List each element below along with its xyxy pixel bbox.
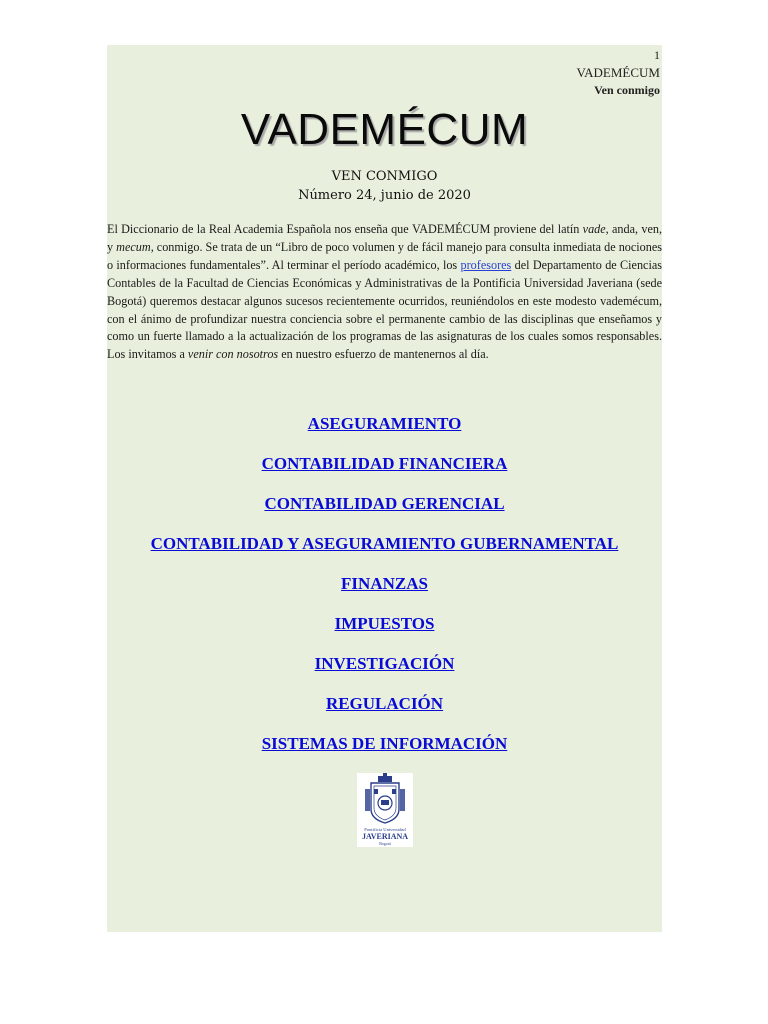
issue-line: Número 24, junio de 2020 [298, 188, 471, 203]
page-title: VADEMÉCUM [240, 105, 529, 154]
profesores-link[interactable]: profesores [460, 257, 512, 272]
topic-link-finanzas[interactable]: FINANZAS [341, 574, 428, 593]
logo-line-1: Pontificia Universidad [364, 827, 406, 832]
university-logo [357, 773, 413, 847]
topic-link-impuestos[interactable]: IMPUESTOS [334, 614, 435, 633]
intro-text: del Departamento de Ciencias Contables de la Facultad de Ciencias Económicas y Administrativas de la Pontificia Universidad Javeriana (sede Bogotá) queremos destacar algunos sucesos recientemente ocurridos, reuniéndolos en este modesto vademécum, con el ánimo de profundizar nuestra conciencia sobre el permanente cambio de las disciplinas que enseñamos y como un fuerte llamado a la actualización de los programas de las asignaturas de los cuales somos responsables. Los invitamos a [107, 257, 662, 362]
topic-link-investigacion[interactable]: INVESTIGACIÓN [314, 654, 455, 673]
intro-text: , conmigo. Se trata de un “Libro de poco volumen y de fácil manejo para consulta inmediata de nociones o informaciones fundamentales”. Al terminar el período académico, los [107, 239, 663, 272]
intro-emphasis: venir con nosotros [187, 347, 279, 362]
topic-links [107, 411, 662, 771]
intro-latin-term: vade [582, 222, 606, 236]
topic-link-contabilidad-financiera[interactable]: CONTABILIDAD FINANCIERA [261, 454, 508, 473]
intro-text: El Diccionario de la Real Academia Española nos enseña que [107, 222, 412, 236]
topic-link-regulacion[interactable]: REGULACIÓN [325, 694, 444, 713]
topic-link-contabilidad-gubernamental[interactable]: CONTABILIDAD Y ASEGURAMIENTO GUBERNAMENTAL [150, 534, 619, 553]
document-page [107, 45, 662, 932]
topic-link-aseguramiento[interactable]: ASEGURAMIENTO [307, 414, 462, 433]
running-subtitle: Ven conmigo [594, 83, 660, 97]
intro-text: , anda, ven, y [107, 222, 662, 254]
topic-link-sistemas[interactable]: SISTEMAS DE INFORMACIÓN [261, 734, 508, 753]
intro-paragraph [107, 221, 662, 364]
intro-term: VADEMÉCUM [411, 222, 491, 236]
intro-text: en nuestro esfuerzo de mantenernos al día. [278, 347, 489, 362]
topic-link-contabilidad-gerencial[interactable]: CONTABILIDAD GERENCIAL [264, 494, 505, 513]
running-title: VADEMÉCUM [576, 65, 660, 80]
intro-text: proviene del latín [490, 222, 583, 236]
subtitle: VEN CONMIGO [331, 169, 438, 184]
intro-latin-term: mecum [116, 239, 151, 254]
logo-line-2: JAVERIANA [361, 832, 409, 841]
logo-line-3: Bogotá [379, 841, 391, 846]
page-number: 1 [654, 48, 660, 62]
